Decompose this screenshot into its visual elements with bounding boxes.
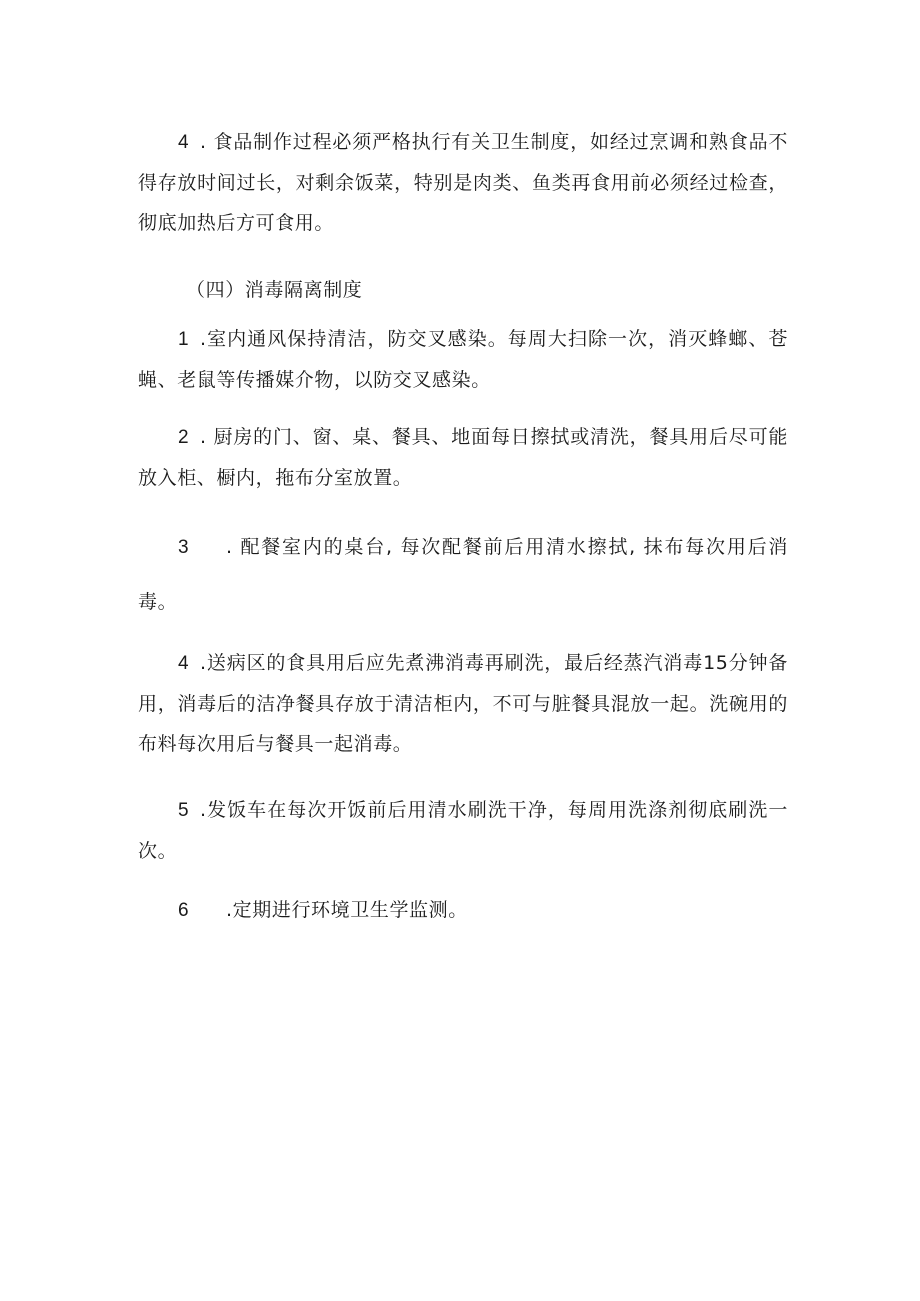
item-number: 4	[178, 653, 190, 674]
item-text: .送病区的食具用后应先煮沸消毒再刷洗，最后经蒸汽消毒15分钟备用，消毒后的洁净餐具存放于清洁柜内，不可与脏餐具混放一起。洗碗用的布料每次用后与餐具一起消毒。	[138, 652, 788, 755]
paragraph-number: 4	[178, 132, 190, 153]
paragraph-food-preparation	[138, 122, 788, 243]
list-item	[138, 890, 788, 931]
item-number: 1	[178, 329, 190, 350]
list-item	[138, 643, 788, 764]
paragraph-text: . 食品制作过程必须严格执行有关卫生制度，如经过烹调和熟食品不得存放时间过长，对剩余饭菜，特别是肉类、鱼类再食用前必须经过检查，彻底加热后方可食用。	[138, 131, 788, 234]
list-item	[138, 790, 788, 871]
item-text: . 配餐室内的桌台, 每次配餐前后用清水擦拭, 抹布每次用后消毒。	[138, 536, 788, 613]
item-text: .室内通风保持清洁，防交叉感染。每周大扫除一次，消灭蜂螂、苍蝇、老鼠等传播媒介物，以防交叉感染。	[138, 328, 788, 391]
list-item	[138, 319, 788, 400]
item-text: .发饭车在每次开饭前后用清水刷洗干净，每周用洗涤剂彻底刷洗一次。	[138, 799, 788, 862]
item-number: 3	[178, 537, 190, 558]
item-text: .定期进行环境卫生学监测。	[226, 899, 468, 921]
item-number: 6	[178, 900, 190, 921]
item-number: 2	[178, 427, 190, 448]
list-item	[138, 417, 788, 498]
section-heading: （四）消毒隔离制度	[186, 279, 363, 301]
list-item	[138, 520, 788, 629]
item-text: . 厨房的门、窗、桌、餐具、地面每日擦拭或清洗，餐具用后尽可能放入柜、橱内，拖布分室放置。	[138, 426, 788, 489]
item-number: 5	[178, 800, 190, 821]
